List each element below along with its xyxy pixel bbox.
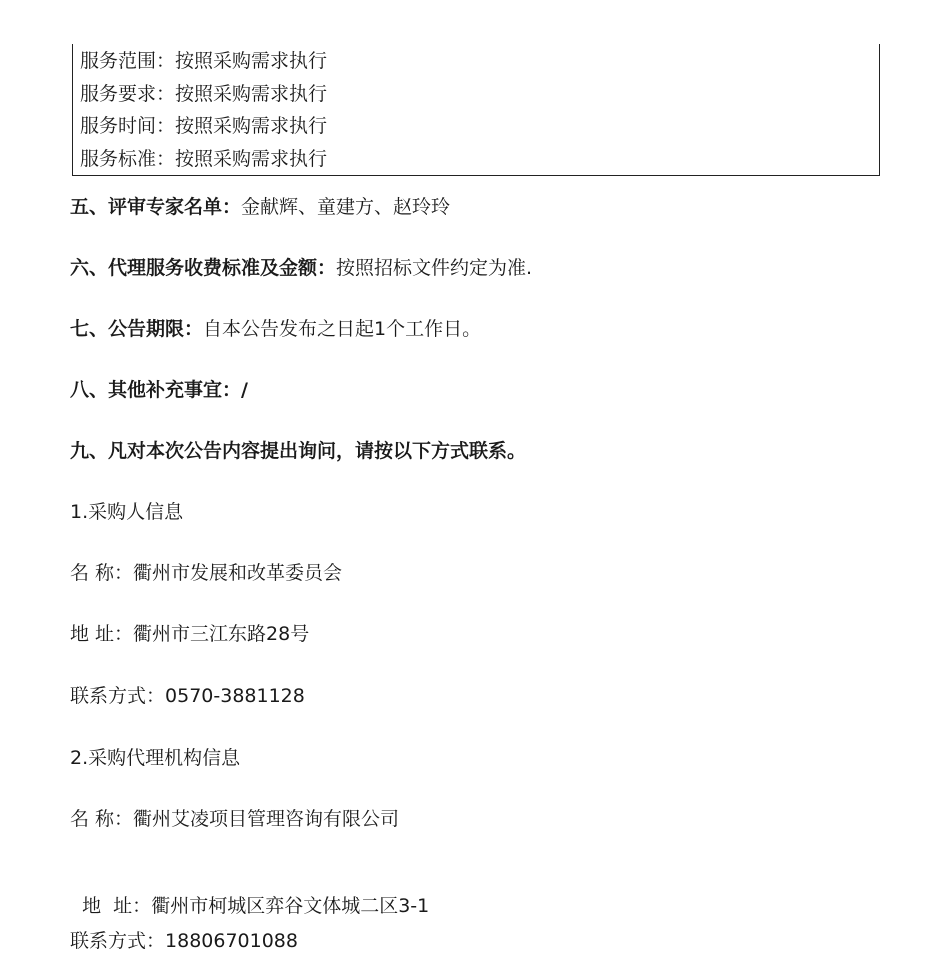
service-requirement-label: 服务要求： [80,83,176,105]
service-requirement-row [80,83,327,105]
contact-section-heading: 九、凡对本次公告内容提出询问，请按以下方式联系。 [70,440,527,462]
agency-name: 衢州艾凌项目管理咨询有限公司 [133,808,400,830]
service-table [72,44,880,176]
fee-heading: 六、代理服务收费标准及金额： [70,257,337,279]
service-time-label: 服务时间： [80,115,176,137]
service-standard-value: 按照采购需求执行 [175,148,328,170]
agency-address-row [70,867,429,919]
purchaser-name: 衢州市发展和改革委员会 [133,562,343,584]
purchaser-address-label: 地 址： [70,623,134,645]
agency-phone-label: 联系方式： [70,930,166,952]
service-time-row [80,115,327,137]
agency-phone: 18806701088 [165,930,298,952]
service-standard-row [80,148,327,170]
purchaser-name-row [70,560,342,586]
purchaser-phone-label: 联系方式： [70,685,166,707]
service-scope-row [80,50,327,72]
other-section-heading: 八、其他补充事宜：/ [70,379,248,401]
purchaser-address-row [70,621,309,647]
agency-name-row [70,806,399,832]
experts-value: 金献辉、童建方、赵玲玲 [241,196,451,218]
purchaser-phone: 0570-3881128 [165,685,305,707]
service-scope-value: 按照采购需求执行 [175,50,328,72]
period-value: 自本公告发布之日起1个工作日。 [203,318,482,340]
purchaser-address: 衢州市三江东路28号 [133,623,310,645]
purchaser-name-label: 名 称： [70,562,134,584]
period-section [70,316,481,342]
period-heading: 七、公告期限： [70,318,204,340]
service-scope-label: 服务范围： [80,50,176,72]
service-requirement-value: 按照采购需求执行 [175,83,328,105]
fee-value: 按照招标文件约定为准. [336,257,533,279]
experts-heading: 五、评审专家名单： [70,196,242,218]
purchaser-title: 1.采购人信息 [70,501,184,523]
service-time-value: 按照采购需求执行 [175,115,328,137]
fee-section [70,255,532,281]
agency-address: 衢州市柯城区弈谷文体城二区3-1 [151,895,430,917]
service-standard-label: 服务标准： [80,148,176,170]
purchaser-phone-row [70,683,305,709]
experts-section [70,194,450,220]
agency-name-label: 名 称： [70,808,134,830]
agency-title: 2.采购代理机构信息 [70,747,241,769]
agency-address-label: 地 址： [82,895,152,917]
agency-phone-row [70,928,298,954]
